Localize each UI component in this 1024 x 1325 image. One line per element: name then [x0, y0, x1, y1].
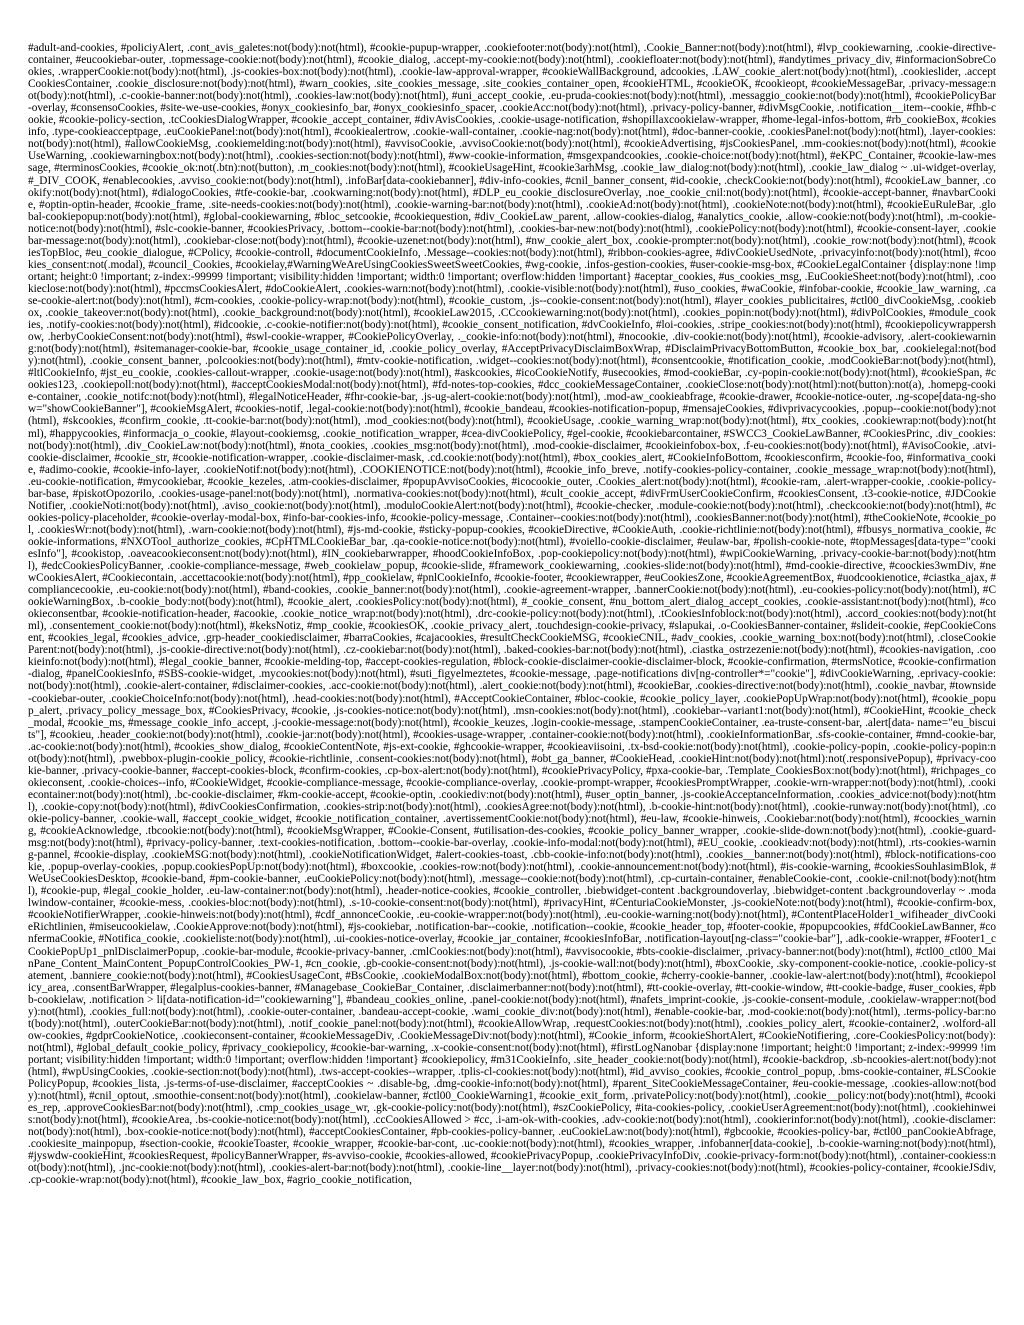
- text-line: .avvisoCookie:not(body):not(html), #cookieAdvertising, #jsCookiesPanel, .mm-cookies:not(body):not(html), #cookieUseWarning, .cookiewarningbox:not(body):not(html), .cookies-section:not(body):not(html), #ww-cookie-information, #msgexpandcookies, .cookie-choice:not(body):not(html), #eKPC_Container, #cookie-law-message, #terminosCookies, #cookie_ok:not(.btn):not(button), .m_cookies:not(body):not(html), #cookieUsageHint, #cookie3arhMsg, .cookie_law_dialog:not(body):not(html), .cookie_law_dialog ~ .ui-widget-overlay, #_DIV_COOK, #enablecookies, .avviso_cookie:not(body):not(html), .infoBar[data-cookiebanner], #div-info-cookies, #cnil_banner_consent, #id-cookie, .checkCookie:not(body):not(html), #cookieLaw_banner, .cookify:not(body):not(html), #dialogoCookies, #tfe-cookie-bar,: [28, 138, 996, 199]
- text-line: #adult-and-cookies, #policiyAlert, .cont_avis_galetes:not(body):not(html), #cookie-pupup-wrapper, .cookiefooter:not(body):not(html), .Cookie_Banner:not(body):not(html), #lvp_cookiewarning, .cookie-directive-container, #eucookiebar-outer, .topmessage-cookie:not(body):not(html), #cookie_dialog, .accept-my-cookie:not(body):not(html), .cookiefloater:not(body):not(html), #andytimes_privacy_div, #informacionSobreCookies, .wrapperCookie:not(body):not(html), .js-cookies-box:not(body):not(html), .cookie-law-approval-wrapper, #cookieWallBackground, adcookies,: [28, 42, 996, 79]
- text-line: .cookieHint:not(body):not(html):not(.responsivePopup), #privacy-cookie-banner, .privacy-cookie-banner, #accept-cookies-block, #confirm-cookies, .cp-box-alert:not(body):not(html), #cookiePrivacyPolicy, #pxa-cookie-bar, .Template_CookiesBox:not(body):not(html), #richpages_cookieconsent, .cookie-choices--info, #CookieWidget, #cookie-compliance-message, #cookie-compliance-overlay, .cookie-prompt-wrapper, #cookiesPromptWrapper, .cookie-wrn-wrapper:not(body):not(html), .cookiecontainer:not(body):not(html), .bc-cookie-disclaimer, #km-cookie-accept, #cookie-optin, .cookiediv:not(body):not(html), #user_optin_banner, .js-cookieAcceptanceInformation, .cookies_advice:not(body):not(html), .cookie-copy:not(body):not(html), #divCookiesConfirmation, .cookies-strip:not(body):not(html), .cookiesAgree:not(body):not(html), .b-cookie-hint:not(body):not(html), .cookie-runway:not(body):not(html), .cookie-policy-banner, .cookie-wall, #accept_cookie_widget, #cookie_notification_container, .avertissementCookie:not(body):not(html), #eu-law, #cookie-hinweis, .Cookiebar:not(body):not(html), #coockies_warning, #cookieAcknowledge, .tbcookie:not(body):not(html), #cookieMsgWrapper, #Cookie-Consent, #utilisation-des-cookies, #cookie_policy_banner_wrapper, .cookie-slide-down:not(body):not(html), .cookie-guard-msg:not(body):not(html), #privacy-policy-banner, .text-cookies-notification, .bottom--cookie-bar-overlay, .cookie-info-modal:not(body):not(html), #EU_cookie, .cookieadv:not(body):not(html), .rts-cookies-warning-pannel, #cookie-display, .cookieMSG:not(body):not(html), .cookieNotificationWidget, #alert-cookies-toast, .cbb-cookie-info:not(body):not(html), .cookies__banner:not(body):not(html), #block-notifications-cookie, .popup-overlay-cookies, .popup.cookiesPopUp:not(body):not(html), #boxcookie, .cookies-row:not(body):not(html), .cookie-announcement:not(body):not(html), #is-cookie-warning, #cookiesSouhlasimBlok, #WeUseCookiesDesktop, #cookie-band, #pm-cookie-banner, .euCookiePolicy:not(body):not(html), .message--cookie:not(body):not(html), .cp-curtain-container, #enableCookie-cont, .cookie-cnil:not(body):not(html), #cookie-pup, #legal_cookie_holder, .eu-law-container:not(body):not(html), .header-notice-cookies, #cookie_controller, .biebwidget-content .backgroundoverlay, .biebwidget-content .backgroundoverlay ~ .modalwindow-container, #cookie-mess, .cookies-bloc:not(body):not(html), .s-10-cookie-consent:not(body):not(html), #privacyHint, #CenturiaCookieMonster, .js-cookieNote:not(body):not(html), #cookie-confirm-box, #cookieNotifierWrapper, .cookie-hinweis:not(body):not(html), #cdf_annonceCookie, .eu-cookie-wrapper:not(body):not(html), .eu-cookie-warning:not(body):not(html), #ContentPlaceHolder1_wifiheader_divCookieRichtlinien, #miseucookielaw, .CookieApprove:not(body):not(html), #js-cookiebar, .notification-bar--cookie, .notification--cookie, #cookie_header_top, #footer-cookie, #popupcookies, #fdCookieLawBanner, #confermaCookie, #Notifica_cookie, .cookieliste:not(body):not(html), .ui-cookies-notice-overlay, #cookie_jar_container, #cookiesInfoBar, .notification-layout[ng-class="cookie-bar"], .adk-cookie-wrapper, #Footer1_cCookiePopUp1_pnlDisclaimerPopup, .cookie-bar-module, #cookie-privacy-banner, .cmlCookies:not(body):not(html), #avvisocookie, #bts-cookie-disclaimer, .privacy-banner:not(body):not(html), #ctl00_ctl00_MainPane_Content_MainContent_PopupControlCookies_PW-1, #cn_cookie, .gb-cookie-consent:not(body):not(html), .js-cookie-wall:not(body):not(html), #boxCookie, .sky-component-cookie-notice, .cookie-policy-statement, .banniere_cookie:not(body):not(html), #CookiesUsageCont, #BsCookie, .cookieModalBox:not(body):not(html), #bottom_cookie, #cherry-cookie-banner, .cookie-law-alert:not(body):not(html), #cookiepolicy_area, .consentBarWrapper, #legalplus-cookies-banner, #Managebase_CookieBar_Container, .disclaimerbanner:not(body):not(html), #tt-cookie-overlay, #tt-cookie-window, #tt-cookie-badge, #user_cookies, #pbb-cookielaw, .notification > li[data-notification-id="cookiewarning"], #bandeau_cookies_online, .panel-cookie:not(body):not(html), #nafets_imprint-cookie, .js-cookie-consent-module, .cookielaw-wrapper:not(body):not(html), .cookies_full:not(body):not(html), .cookie-outer-container, .bandeau-accept-cookie, .wami_cookie_div:not(body):not(html), #enable-cookie-bar, .mod-cookie:not(body):not(html), .terms-policy-bar:not(body):not(html), .outerCookieBar:not(body):not(html), .notif_cookie_panel:not(body):not(html), #cookieAllowWrap, .requestCookies:not(body):not(html), .cookies_policy_alert, #cookie-container2, .wolford-allow-cookies, #gdprCookieNotice, .cookieconsent-container, #cookieMessageDiv, .CookieMessageDiv:not(body):not(html), #Cookie_inform, #cookieShortAlert, #CookieNotifiering, .core-CookiesPolicy:not(body):not(html), #global_default_cookie_policy, #privacy_cookiepolicy, #cookie-bar-warning, .x-cookie-consent:not(body):not(html), #firstLogNanobar {display:none !important; height:0 !important; z-index:-99999 !important; visibility:hidden !important; width:0 !important; overflow:hidden !important} #cookiepolicy, #m31CookieInfo, .site_header_cookie:not(body):not(html), #cookie-backdrop, .sb-ncookies-alert:not(body):not(html), #wpUsingCookies, .cookie-section:not(body):not(html), .tws-accept-cookies--wrapper, .tplis-cl-cookies:not(body):not(html), #id_avviso_cookies, #cookie_control_popup, .bms-cookie-container, #LSCookiePolicyPopup, #cookies_lista, .js-terms-of-use-disclaimer, #acceptCookies ~ .disable-bg, .dmg-cookie-info:not(body):not(html), #parent_SiteCookieMessageContainer, #eu-cookie-message, .cookies-allow:not(body):not(html), #cnil_optout, .smoothie-consent:not(body):not(html), .cookielaw-banner, #ctl00_CookieWarning1, #cookie_exit_form, .privatePolicy:not(body):not(html), .cookie__policy:not(body):not(html), #cookies_rep, .approveCookiesBar:not(body):not(html), .cmp_cookies_usage_wr, .gk-cookie-policy:not(body):not(html), #szCookiePolicy, #ita-cookies-policy, .cookieUserAgreement:not(body):not(html), .cookiehinweis:not(body):not(html), #cookieArea, .bs-cookie-notice:not(body):not(html), .ccCookiesAllowed > #cc, .i-am-ok-with-cookies, .adv-cookie:not(body):not(html), .cookierinfor:not(body):not(html), .cookie-disclamer:not(body):not(html), .box-cookie-notice:not(body):not(html), #acceptCookiesContainer, #pb-cookies-policy-banner, .euCookieLaw:not(body):not(html), #gbcookie, #cookies-policy-bar, #ctl00_panCookieAbfrage, .cookiesite_mainpopup, #section-cookie, #cookieToaster, #cookie_wrapper, #cookie-bar-cont, .uc-cookie:not(body):not(html), #cookies_wrapper, .infobanner[data-cookie], .b-cookie-warning:not(body):not(html), #jyswdw-cookieHint, #cookiesRequest, #policyBannerWrapper, #s-avviso-cookie, #cookies-allowed, #cookiePrivacyPopup, .cookiePrivacyInfoDiv, .cookie-privacy-form:not(body):not(html), .container-cookiess:not(body):not(html), .jnc-cookie:not(body):not(html), .cookies-alert-bar:not(body):not(html), .cookie-line__layer:not(body):not(html), .privacy-cookies:not(body):not(html), #cookies-policy-container, #cookieJSdiv, .cp-cookie-wrap:not(body):not(html), #cookie_law_box, #agrio_cookie_notification,: [28, 752, 996, 1187]
- document-body: [28, 42, 996, 1310]
- text-line: #cookie_law_warning, .case-cookie-alert:not(body):not(html), #cm-cookies, .cookie-policy-wrap:not(body):not(html), #cookie_custom, .js--cookie-consent:not(body):not(html), #layer_cookies_publicitaires, #ctl00_divCookieMsg, .cookiebox, .cookie_takeover:not(body):not(html), .cookie_background:not(body):not(html), #cookieLaw2015, .CCcookiewarning:not(body):not(html), .cookies_popin:not(body):not(html), #divPolCookies, #module_cookies, .notify-cookies:not(body):not(html), #idcookie, .c-cookie-notifier:not(body):not(html), #cookie_consent_notification, #dvCookieInfo, #loi-cookies,: [28, 282, 996, 332]
- text-line: .cookwarning:not(body):not(html), #DLP_eu_cookie_disclosureOverlay, .noe_cookie_cnil:not(body):not(html), #cookie-accept-banner, #navbarCookie, #optin-optin-header, #cookie_frame, .site-needs-cookies:not(body):not(html), .cookie-warning-bar:not(body):not(html), .cookieAd:not(body):not(html), .cookieNote:not(body):not(html), #cookieEuRuleBar, .global-cookiepopup:not(body):not(html), #global-cookiewarning, #bloc_setcookie, #cookiequestion, #div_CookieLaw_parent, .allow-cookies-dialog, #analytics_cookie, .allow-cookie:not(body):not(html), .m-cookie-notice:not(body):not(html), #slc-cookie-banner, #cookiesPrivacy, .bottom--cookie-bar:not(body):not(html), .cookies-bar-new:not(body):not(html), .cookiePolicy:not(body):not(html), #cookie-consent-layer, .cookiebar-message:not(body):not(html), .cookiebar-close:not(body):not(html), #cookie-uzenet:not(body):not(html), #nw_cookie_alert_box, .cookie-prompter:not(body):not(html), .cookie_row:not(body):not(html), #cookiesTopBloc, #eu_cookie_dialogue, #CPolicy, #cookie-controll, #documentCookieInfo, .Message--cookies:not(body):not(html), #ribbon-cookies-agree, #divCookieUsedNote, .privacyinfo:not(body):not(html), #cookies_consent:not(.modal), #council_Cookies, #cookielay,#WarningWeAreUsingCookiesSweetSweetCookies, #wg-cookie, .infos-gestion-cookies, #user-cookie-msg-box, #CookieLegalContainer {display:none !important; height:0 !important; z-index:-99999 !important; visibility:hidden !important; width:0 !important; overflow:hidden !important} #aceptar_cookies, #us_cookies_msg, .EuCookieSheet:not(body):not(html), .cookieclose:not(body):not(html), #pccmsCookiesAlert, #doCookieAlert, .cookies-warn:not(body):not(html), .cookie-visible:not(body):not(html), #uso_cookies, #waCookie, #infobar-cookie,: [28, 186, 996, 295]
- text-line: .LAW_cookie_alert:not(body):not(html), .cookieslider, .acceptCookiesContainer, .cookie_disclosure:not(body):not(html), #warn_cookies, .site_cookies_message, .site_cookies_container_open, #cookieHTML, #cookieOK, #cookieopt, #cookieMessageBar, .privacy-message:not(body):not(html), .c-cookie-banner:not(body):not(html), .cookies-law:not(body):not(html), #uni_accept_cookie, .eu-pruda-cookies:not(body):not(html), .messaggio_cookie:not(body):not(html), #cookiePolicyBar-overlay, #consensoCookies, #site-we-use-cookies, #onyx_cookiesinfo_bar, #onyx_cookiesinfo_spacer,: [28, 66, 996, 115]
- text-line: .stripe_cookies:not(body):not(html), #cookiepolicywrappershow, .herbyCookieConsent:not(body):not(html), #swl-cookie-wrapper, #CookiePolicyOverlay, ._cookie-info:not(body):not(html), #nocookie, .div-cookie:not(body):not(html), #cookie-advisory, .alert-cookiewarning:not(body):not(html), #sitemanager-cookie-bar, #cookie_usage_container_id, .cookie_policy_overlay, #AcceptPrivacyDisclaimBoxWrap, #DisclaimPrivacyBottomButton, #cookie_box_bar, .cookielegal:not(body):not(html), .cookie_consent_banner, .polcookies:not(body):not(html), #mtv-cookie-notification, .widget--cookies:not(body):not(html), #consentcookie, #notification_cookie, .modCookieBar:not(body):not(html), #ltlCookieInfo, #jst_eu_cookie, .cookies-callout-wrapper, .cookie-usage:not(body):not(html), #askcookies, #icoCookieNotify, #usecookies, #mod-cookieBar, .cy-popin-cookie:not(body):not(html), #cookieSpan, #cookies123, .cookiepoll:not(body):not(html), #acceptCookiesModal:not(body):not(html), #fd-notes-top-cookies, #dcc_cookieMessageContainer, .cookieClose:not(body):not(html):not(button):not(a), .homepg-cookie-container, .cookie_notifc:not(body):not(html), #legalNoticeHeader, #fhr-cookie-bar, .js-ug-alert-cookie:not(body):not(html), .mod-aw_cookieabfrage, #cookie-drawer, #cookie-notice-outer, .ng-scope[data-ng-show="showCookieBanner"], #cookieMsgAlert, #cookies-notif, .legal-cookie:not(body):not(html), #cookie_bandeau, #cookies-notification-popup, #mensajeCookies, #divprivacycookies, .popup--cookie:not(body):not(html), #skcookies, #confirm_cookie, .tt-cookie-bar:not(body):not(html), .mod_cookies:not(body):not(html), #cookieUsage, .cookie_warning_wrap:not(body):not(html), #tx_cookies, .cookiewrap:not(body):not(html), #happycookies, #informacja_o_cookie, #layout-cookiemsg, .cookie_notification_wrapper, #cea-divCookiePolicy, #gel-cookie, #cookiebarcontainer, #SWCC3_CookieLawBanner, #CookiesPrinc, .div_cookies:not(body):not(html), .div_CookieLaw:not(body):not(html), #nota_cookies, .cookies_msg:not(body):not(html), .mod-cookie-disclaimer, #cookieinfobox-box, .f-eu-cookies:not(body):not(html), #AvisoCookie, .atvi-cookie-disclaimer, #cookie_str, #cookie-notification-wrapper, .cookie-disclaimer-mask, .cd.cookie:not(body):not(html), #box_cookies_alert, #CookieInfoBottom, #cookiesconfirm, #cookie-foo, #informativa_cookie, #adimo-cookie, #cookie-info-layer, .cookieNotif:not(body):not(html), .COOKIENOTICE:not(body):not(html), #cookie_info_breve, .notify-cookies-policy-container, .cookie_message_wrap:not(body):not(html), .eu-cookie-notification, #mycookiebar, #cookie_kezeles, .atm-cookies-disclaimer, #popupAvvisoCookies, #icocookie_outer, .Cookies_alert:not(body):not(html), #cookie-ram, .alert-wrapper-cookie, .cookie-policy-bar-base, #piskotOpozorilo, .cookies-usage-panel:not(body):not(html), .normativa-cookies:not(body):not(html), #cult_cookie_accept, #divFrmUserCookieConfirm, #cookiesConsent, .t3-cookie-notice, #JDCookieNotifier, .cookieNoti:not(body):not(html), .aviso_cookie:not(body):not(html), .moduloCookieAlert:not(body):not(html), #cookie-checker, .module-cookie:not(body):not(html), .checkcookie:not(body):not(html), #cookies-policy-placeholder, #cookie-overlay-modal-box, #info-bar-cookies-info, #cookie-policy-message, .Container--cookies:not(body):not(html), .cookiesBanner:not(body):not(html), #theCookieNote, #cookie_pol, .cookiesWr:not(body):not(html), .warn-cookie:not(body):not(html), #js-md-cookie, #sticky-popup-cookies, #cookieDirective, #CookieAuth, .cookie-richtlinie:not(body):not(html), #fbusys_normativa_cookie, #cookie-informations, #NXOTool_authorize_cookies, #CpHTMLCookieBar_bar, .qa-cookie-notice:not(body):not(html), #voiello-cookie-disclaimer, #eulaw-bar, #polish-cookie-note, #topMessages[data-type="cookiesInfo"], #cookistop, .oaveacookieconsent:not(body):not(html), #IN_cookiebarwrapper, #hoodCookieInfoBox, .pop-cookiepolicy:not(body):not(html), #wpiCookieWarning, .privacy-cookie-bar:not(body):not(html), #edcCookiesPolicyBanner, .cookie-compliance-message, #web_cookielaw_popup, #cookie-slide, #framework_cookiewarning, .cookies-slide:not(body):not(html), #md-cookie-directive, #coockies3wmDiv, #newCookiesAlert, #Cookiecontain, .accettacookie:not(body):not(html), #pp_cookielaw, #pnlCookieInfo, #cookie-footer, #cookiewrapper, #euCookiesZone, #cookieAgreementBox, #uodcookienotice, #ciastka_ajax, #compliancecookie, .eu-cookie:not(body):not(html), #band-cookies, .cookie_banner:not(body):not(html), .cookie-agreement-wrapper, .bannerCookie:not(body):not(html), .eu-cookies-policy:not(body):not(html), #CookieWarningBox, .b-cookie_body:not(body):not(html), #cookie_alert, .cookiesPolicy:not(body):not(html), #_cookie_consent, #nu_bottom_alert_dialog_accept_cookies, .cookie-assistant:not(body):not(html), #cookieconsentbar, #cookie-notification-header, #acookie, .cookie_notice_wrap:not(body):not(html), .drc-cookie-policy:not(body):not(html), .tCookiesInfoblock:not(body):not(html), .accord_cookies:not(body):not(html), .consentement_cookie:not(body):not(html), #keksNotiz, #mp_cookie, #cookiesOK, .cookie_privacy_alert, .touchdesign-cookie-privacy, #slapukai, .o-CookiesBanner-container, #slideit-cookie, #epCookieConsent, #cookies_legal, #cookies_advice, .grp-header_cookiedisclaimer, #barraCookies, #cajacookies, #resultCheckCookieMSG, #cookieCNIL, #adv_cookies, .cookie_warning_box:not(body):not(html), .closeCookieParent:not(body):not(html), .js-cookie-directive:not(body):not(html), .cz-cookiebar:not(body):not(html), .baked-cookies-bar:not(body):not(html), .ciastka_ostrzezenie:not(body):not(html), #cookies-navigation, .cookieinfo:not(body):not(html), #legal_cookie_banner, #cookie-melding-top, #accept-cookies-regulation, #block-cookie-disclaimer-cookie-disclaimer-block, #cookie-confirmation, #termsNotice, #cookie-confirmation-dialog, #panelCookiesInfo, #SBS-cookie-widget, .mycookies:not(body):not(html), #suti_figyelmeztetes, #cookie-message, .page-notifications div[ng-controller*="cookie"], #divCookieWarning, .eprivacy-cookie:not(body):not(html), .cookie-alert-container, #disclaimer-cookies, .acc-cookie:not(body):not(html), .alert_cookie:not(body):not(html), #cookieBar, .cookies-directive:not(body):not(html), .cookie_navbar, #townside-cookiebar-outer, .cookieChoiceInfo:not(body):not(html), .head-cookies:not(body):not(html), #AcceptCookieContainer, #bloc-cookie, #cookie_policy_layer, .cookiePopUpWrap:not(body):not(html), #cookie_popup_alert, .privacy_policy_message_box, #CookiesPrivacy, #cookie, .js-cookies-notice:not(body):not(html), .msn-cookies:not(body):not(html), .cookiebar--variant1:not(body):not(html), #CookieHint, #cookie_check_modal, #cookie_ms, #message_cookie_info_accept, .j-cookie-message:not(body):not(html), #cookie_keuzes, .login-cookie-message, .stampenCookieContainer, .ea-truste-consent-bar, .alert[data- name="eu_biscuits"], #cookieu, .header_cookie:not(body):not(html), .cookie-jar:not(body):not(html), #cookies-usage-wrapper, .container-cookie:not(body):not(html), .cookieInformationBar, .sfs-cookie-container, #mnd-cookie-bar, .ac-cookie:not(body):not(html), #cookies_show_dialog, #cookieContentNote, #js-ext-cookie, #ghcookie-wrapper, #cookieaviisoini, .tx-bsd-cookie:not(body):not(html), .cookie-policy-popin, .cookie-policy-popin:not(body):not(html), .pwebbox-plugin-cookie_policy, #cookie-richtlinie, .consent-cookies:not(body):not(html), #obt_ga_banner, #CookieHead,: [28, 319, 996, 765]
- text-line: .cookieAcc:not(body):not(html), .privacy-policy-banner, #divMsgCookie, .notification__item--cookie, #fhb-cookie, #cookie-policy-section, .tcCookiesDialogWrapper, #cookie_accept_container, #divAvisCookies, .cookie-usage-notification, #shopillaxcookielaw-wrapper, #home-legal-infos-bottom, #rb_cookieBox, #cokiesinfo, .type-cookieacceptpage, .euCookiePanel:not(body):not(html), #cookiealertrow, .cookie-wall-container, .cookie-nag:not(body):not(html), #doc-banner-cookie, .cookiesPanel:not(body):not(html), .layer-cookies:not(body):not(html), #allowCookieMsg, .cookiemelding:not(body):not(html), #avvisoCookie,: [28, 102, 996, 151]
